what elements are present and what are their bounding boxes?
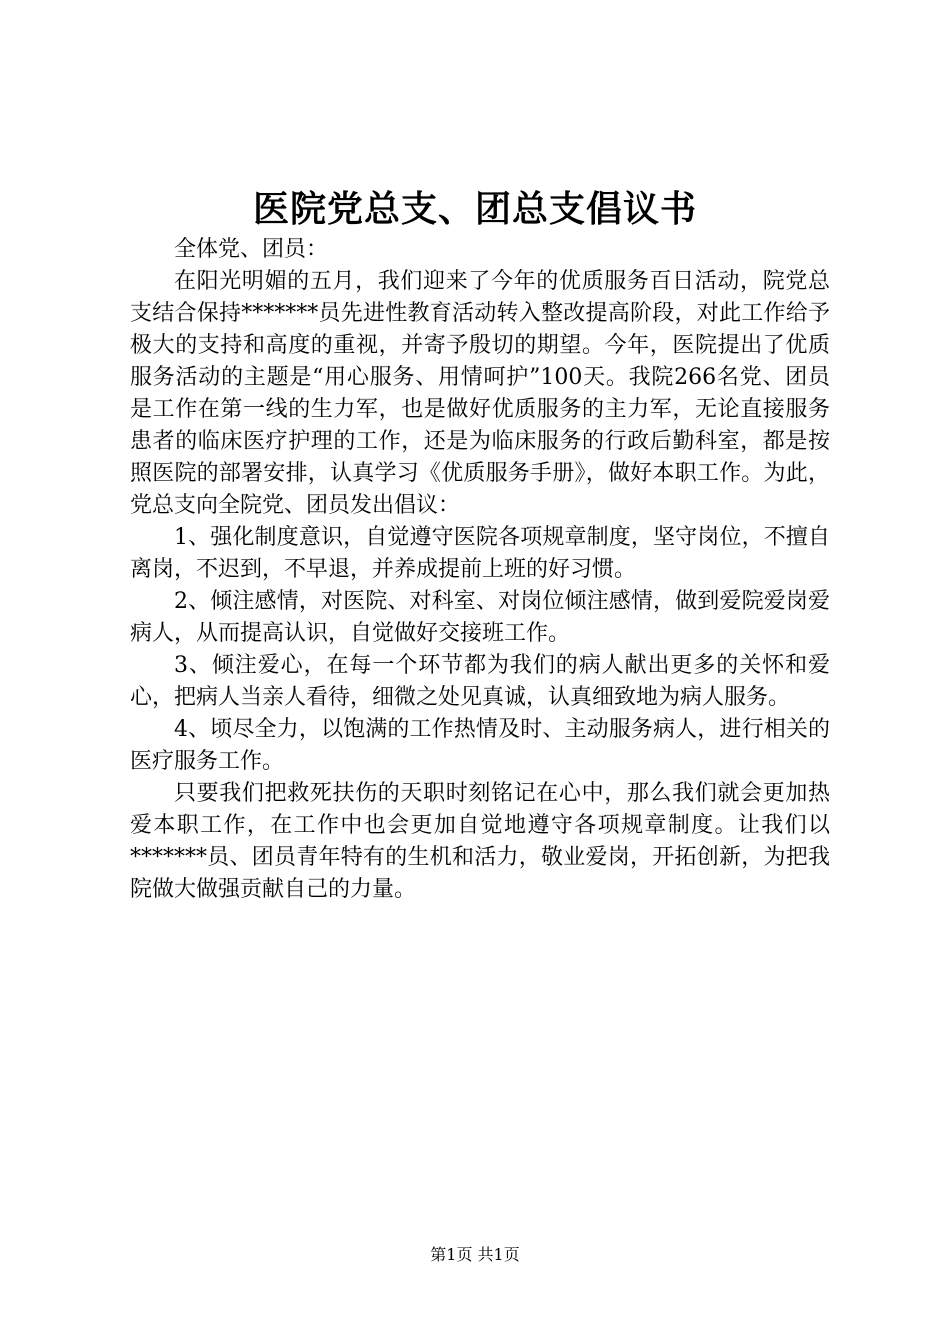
paragraph-item-3: 3、倾注爱心，在每一个环节都为我们的病人献出更多的关怀和爱心，把病人当亲人看待，细微之处见真诚，认真细致地为病人服务。 [130, 653, 830, 710]
document-title: 医院党总支、团总支倡议书 [252, 188, 697, 230]
paragraph-intro: 在阳光明媚的五月，我们迎来了今年的优质服务百日活动，院党总支结合保持*******员先进性教育活动转入整改提高阶段，对此工作给予极大的支持和高度的重视，并寄予殷切的期望。今年，医院提出了优质服务活动的主题是“用心服务、用情呵护”100天。我院266名党、团员是工作在第一线的生力军，也是做好优质服务的主力军，无论直接服务患者的临床医疗护理的工作，还是为临床服务的行政后勤科室，都是按照医院的部署安排，认真学习《优质服务手册》，做好本职工作。为此，党总支向全院党、团员发出倡议： [130, 269, 830, 518]
paragraph-item-1: 1、强化制度意识，自觉遵守医院各项规章制度，坚守岗位，不擅自离岗，不迟到，不早退，并养成提前上班的好习惯。 [130, 525, 830, 582]
page-number-footer: 第1页 共1页 [430, 1245, 520, 1264]
paragraph-item-4: 4、顷尽全力，以饱满的工作热情及时、主动服务病人，进行相关的医疗服务工作。 [130, 717, 830, 774]
document-body [130, 234, 830, 906]
paragraph-closing: 只要我们把救死扶伤的天职时刻铭记在心中，那么我们就会更加热爱本职工作，在工作中也会更加自觉地遵守各项规章制度。让我们以*******员、团员青年特有的生机和活力，敬业爱岗，开拓创新，为把我院做大做强贡献自己的力量。 [130, 781, 830, 902]
paragraph-item-2: 2、倾注感情，对医院、对科室、对岗位倾注感情，做到爱院爱岗爱病人，从而提高认识，自觉做好交接班工作。 [130, 589, 830, 646]
salutation: 全体党、团员： [174, 237, 329, 262]
